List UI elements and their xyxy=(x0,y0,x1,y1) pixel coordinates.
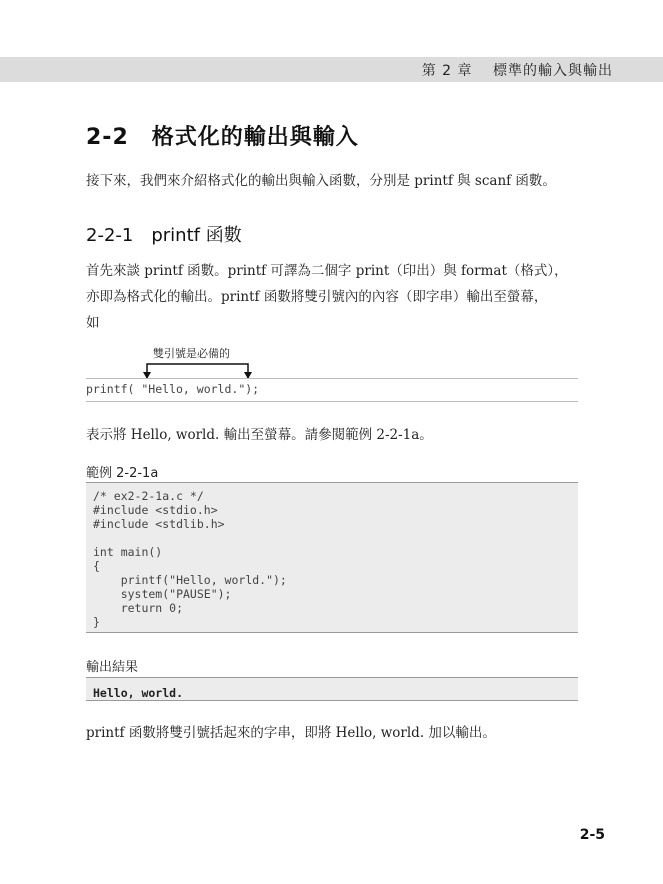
conclusion-text: printf 函數將雙引號括起來的字串，即將 Hello, world. 加以輸出。 xyxy=(86,725,496,741)
paragraph-line-3: 如 xyxy=(86,315,100,331)
example-code: /* ex2-2-1a.c */ #include <stdio.h> #include <stdlib.h> int main() { printf("Hello, world."); system("PAUSE"); return 0; } xyxy=(93,489,287,629)
paragraph-line-1: 首先來談 printf 函數。printf 可譯為二個字 print（印出）與 format（格式）， xyxy=(86,263,568,279)
quote-annotation-arrow xyxy=(140,360,260,380)
example-label: 範例 2-2-1a xyxy=(86,466,159,481)
section-title: 2-2 格式化的輸出與輸入 xyxy=(86,125,359,150)
section-intro: 接下來，我們來介紹格式化的輸出與輸入函數，分別是 printf 與 scanf 函數。 xyxy=(86,173,556,189)
subsection-title: 2-2-1 printf 函數 xyxy=(86,225,242,246)
output-block xyxy=(86,677,578,701)
output-label: 輸出結果 xyxy=(86,660,139,675)
example-code-block xyxy=(86,482,578,633)
chapter-header: 第 2 章 標準的輸入與輸出 xyxy=(421,63,613,79)
output-text: Hello, world. xyxy=(93,686,184,700)
inline-code: printf( "Hello, world."); xyxy=(86,382,260,396)
paragraph-line-2: 亦即為格式化的輸出。printf 函數將雙引號內的內容（即字串）輸出至螢幕， xyxy=(86,289,548,305)
page-number: 2-5 xyxy=(579,827,605,843)
after-code-text: 表示將 Hello, world. 輸出至螢幕。請參閱範例 2-2-1a。 xyxy=(86,427,433,443)
quote-annotation-label: 雙引號是必備的 xyxy=(153,347,230,360)
